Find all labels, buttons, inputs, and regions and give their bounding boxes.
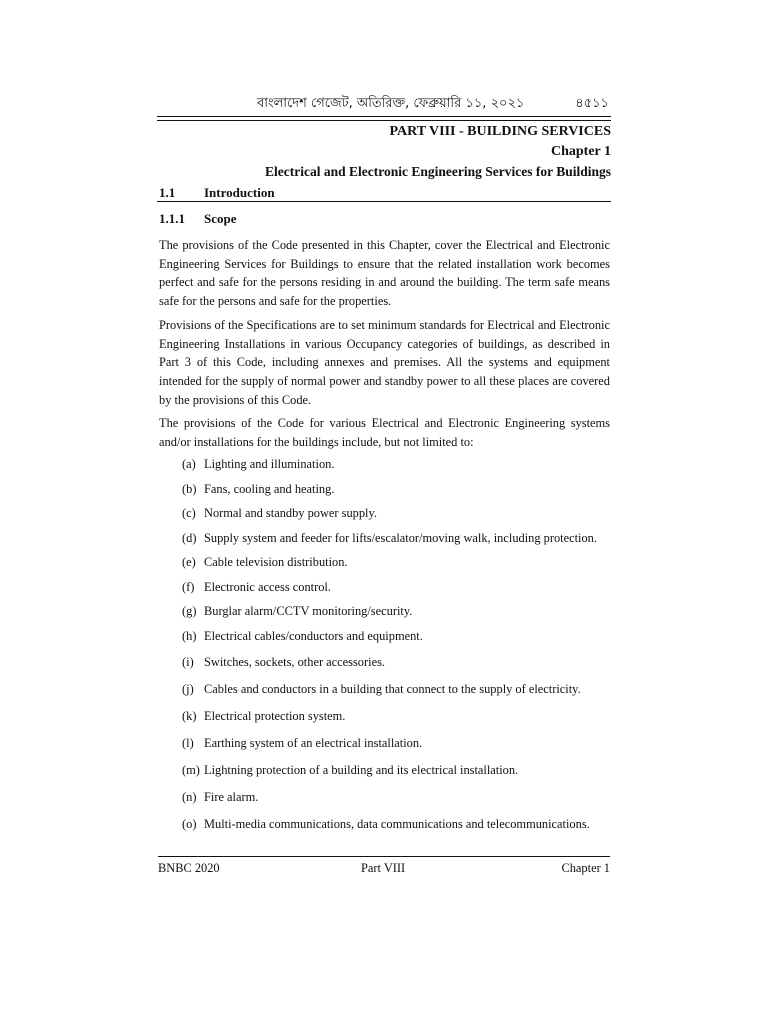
list-item bbox=[182, 655, 597, 682]
list-item-text: Electrical cables/conductors and equipment. bbox=[204, 628, 423, 643]
subsection-title: Scope bbox=[204, 211, 237, 226]
scope-list bbox=[182, 457, 597, 837]
list-item-text: Fire alarm. bbox=[204, 789, 259, 804]
list-item bbox=[182, 709, 597, 736]
subsection-number: 1.1.1 bbox=[159, 211, 185, 226]
footer-right: Chapter 1 bbox=[561, 861, 610, 875]
list-item-label: (a) bbox=[182, 457, 196, 471]
list-item-text: Supply system and feeder for lifts/escalator/moving walk, including protection. bbox=[204, 530, 597, 545]
list-item-label: (g) bbox=[182, 604, 197, 618]
paragraph: Provisions of the Specifications are to set minimum standards for Electrical and Electronic Engineering Installations in various Occupancy categories of buildings, as described in Part 3 of this Code, including annexes and premises. All the systems and equipment intended for the supply of normal power and standby power to all these places are covered by the provisions of this Code. bbox=[159, 318, 610, 407]
list-item-label: (j) bbox=[182, 681, 194, 696]
list-item-label: (d) bbox=[182, 530, 197, 545]
list-item-label: (e) bbox=[182, 555, 196, 569]
list-item-label: (o) bbox=[182, 816, 197, 831]
list-item-text: Lightning protection of a building and its electrical installation. bbox=[204, 762, 519, 777]
list-item bbox=[182, 736, 597, 763]
list-item-label: (b) bbox=[182, 481, 197, 496]
part-heading-block bbox=[265, 122, 611, 182]
list-item-text: Earthing system of an electrical installation. bbox=[204, 735, 423, 750]
paragraph: The provisions of the Code for various Electrical and Electronic Engineering systems and/or installations for the buildings include, but not limited to: bbox=[159, 416, 610, 449]
list-item bbox=[182, 555, 597, 580]
list-item bbox=[182, 482, 597, 507]
list-item-label: (c) bbox=[182, 506, 196, 520]
list-item bbox=[182, 790, 597, 817]
footer-center: Part VIII bbox=[361, 861, 406, 875]
list-item bbox=[182, 817, 597, 837]
list-item-label: (i) bbox=[182, 654, 194, 669]
list-item bbox=[182, 682, 597, 709]
chapter-title: Chapter 1 bbox=[550, 144, 611, 159]
list-item bbox=[182, 457, 597, 482]
section-title: Introduction bbox=[204, 185, 275, 200]
list-item bbox=[182, 604, 597, 629]
list-item-text: Electrical protection system. bbox=[204, 708, 346, 723]
part-title: PART VIII - BUILDING SERVICES bbox=[389, 124, 611, 139]
list-item-label: (n) bbox=[182, 789, 197, 804]
paragraph: The provisions of the Code presented in this Chapter, cover the Electrical and Electronic Engineering Services for Buildings to ensure that the related installation work becomes perfect and safe for the persons residing in and around the building. The term safe means safe for the persons and safe for the properties. bbox=[159, 238, 610, 309]
list-item-text: Multi-media communications, data communications and telecommunications. bbox=[204, 816, 590, 831]
page-footer bbox=[158, 856, 610, 875]
list-item-text: Switches, sockets, other accessories. bbox=[204, 654, 385, 669]
list-item-text: Burglar alarm/CCTV monitoring/security. bbox=[204, 604, 413, 618]
list-item bbox=[182, 531, 597, 556]
section-number: 1.1 bbox=[159, 185, 176, 200]
list-item-label: (f) bbox=[182, 579, 195, 594]
list-item bbox=[182, 506, 597, 531]
footer-left: BNBC 2020 bbox=[158, 861, 220, 875]
list-item-label: (m) bbox=[182, 762, 200, 777]
list-item-text: Lighting and illumination. bbox=[204, 457, 335, 471]
list-item-text: Cables and conductors in a building that connect to the supply of electricity. bbox=[204, 681, 581, 696]
list-item-label: (h) bbox=[182, 628, 197, 643]
list-item-label: (k) bbox=[182, 708, 197, 723]
gazette-page-number: ৪৫১১ bbox=[575, 96, 609, 111]
list-item-text: Normal and standby power supply. bbox=[204, 506, 377, 520]
gazette-title: বাংলাদেশ গেজেট, অতিরিক্ত, ফেব্রুয়ারি ১১, ২০২১ bbox=[257, 96, 525, 111]
list-item bbox=[182, 629, 597, 655]
list-item-text: Cable television distribution. bbox=[204, 555, 348, 569]
list-item bbox=[182, 580, 597, 605]
list-item-text: Fans, cooling and heating. bbox=[204, 481, 335, 496]
list-item bbox=[182, 763, 597, 790]
section-heading bbox=[157, 183, 611, 202]
header-double-rule bbox=[157, 116, 611, 121]
gazette-header bbox=[157, 92, 611, 114]
list-item-text: Electronic access control. bbox=[204, 579, 331, 594]
list-item-label: (l) bbox=[182, 735, 194, 750]
chapter-subtitle: Electrical and Electronic Engineering Services for Buildings bbox=[265, 164, 611, 179]
